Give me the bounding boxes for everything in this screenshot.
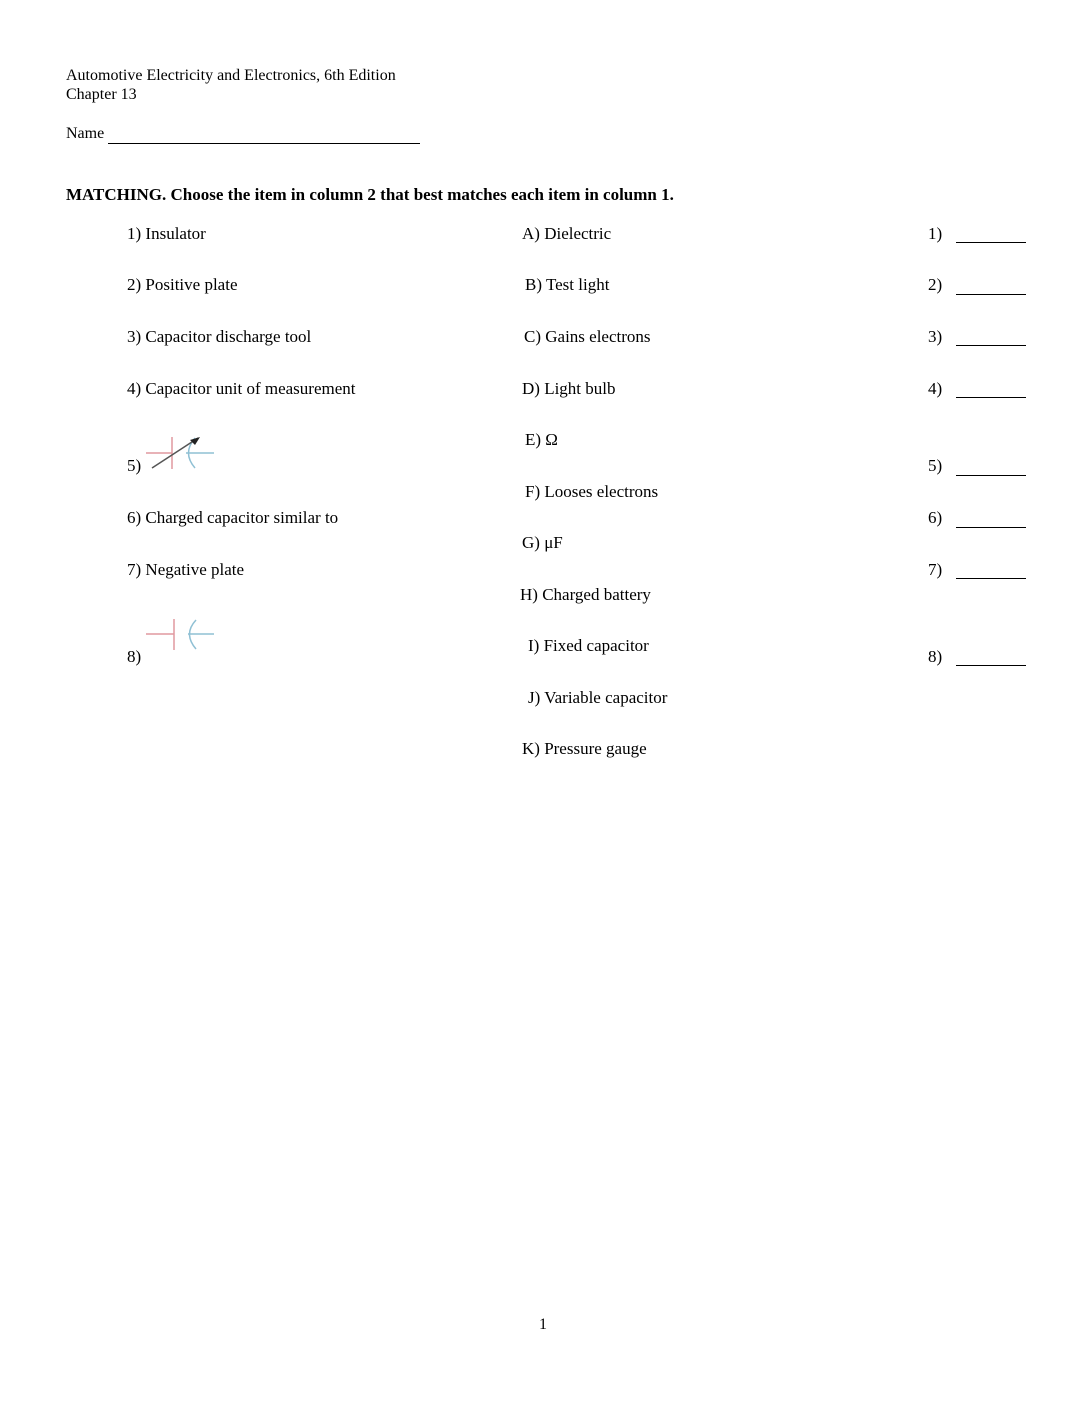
- answer-blank-2[interactable]: [956, 294, 1026, 295]
- answer-blank-3[interactable]: [956, 345, 1026, 346]
- column2-item: J) Variable capacitor: [528, 688, 668, 707]
- fixed-capacitor-symbol: [146, 617, 216, 653]
- chapter-label: Chapter 13: [66, 86, 137, 103]
- column2-item: I) Fixed capacitor: [528, 636, 649, 655]
- instructions: MATCHING. Choose the item in column 2 that best matches each item in column 1.: [66, 185, 674, 204]
- column1-item: 4) Capacitor unit of measurement: [127, 379, 356, 398]
- answer-blank-5[interactable]: [956, 475, 1026, 476]
- column2-item: E) Ω: [525, 430, 558, 449]
- answer-blank-8[interactable]: [956, 665, 1026, 666]
- answer-number: 3): [928, 327, 943, 346]
- name-field[interactable]: [108, 143, 420, 144]
- answer-blank-7[interactable]: [956, 578, 1026, 579]
- column2-item: F) Looses electrons: [525, 482, 659, 501]
- answer-blank-4[interactable]: [956, 397, 1026, 398]
- answer-blank-1[interactable]: [956, 242, 1026, 243]
- column2-item: A) Dielectric: [522, 224, 612, 243]
- column2-item: B) Test light: [525, 275, 610, 294]
- answer-number: 2): [928, 275, 943, 294]
- column1-item: 5): [127, 456, 142, 475]
- column2-item: C) Gains electrons: [524, 327, 651, 346]
- answer-number: 1): [928, 224, 943, 243]
- column1-item: 6) Charged capacitor similar to: [127, 508, 339, 527]
- answer-number: 8): [928, 647, 943, 666]
- answer-number: 7): [928, 560, 943, 579]
- name-label: Name: [66, 125, 105, 142]
- column1-item: 3) Capacitor discharge tool: [127, 327, 312, 346]
- column2-item: G) μF: [522, 533, 563, 552]
- column1-item: 2) Positive plate: [127, 275, 238, 294]
- page-number: 1: [539, 1316, 547, 1333]
- variable-capacitor-symbol: [146, 434, 216, 474]
- column2-item: K) Pressure gauge: [522, 739, 647, 758]
- column2-item: H) Charged battery: [520, 585, 651, 604]
- answer-number: 4): [928, 379, 943, 398]
- answer-number: 6): [928, 508, 943, 527]
- column1-item: 8): [127, 647, 142, 666]
- answer-blank-6[interactable]: [956, 527, 1026, 528]
- column2-item: D) Light bulb: [522, 379, 616, 398]
- column1-item: 7) Negative plate: [127, 560, 245, 579]
- answer-number: 5): [928, 456, 943, 475]
- column1-item: 1) Insulator: [127, 224, 206, 243]
- book-title: Automotive Electricity and Electronics, 6th Edition: [66, 67, 396, 84]
